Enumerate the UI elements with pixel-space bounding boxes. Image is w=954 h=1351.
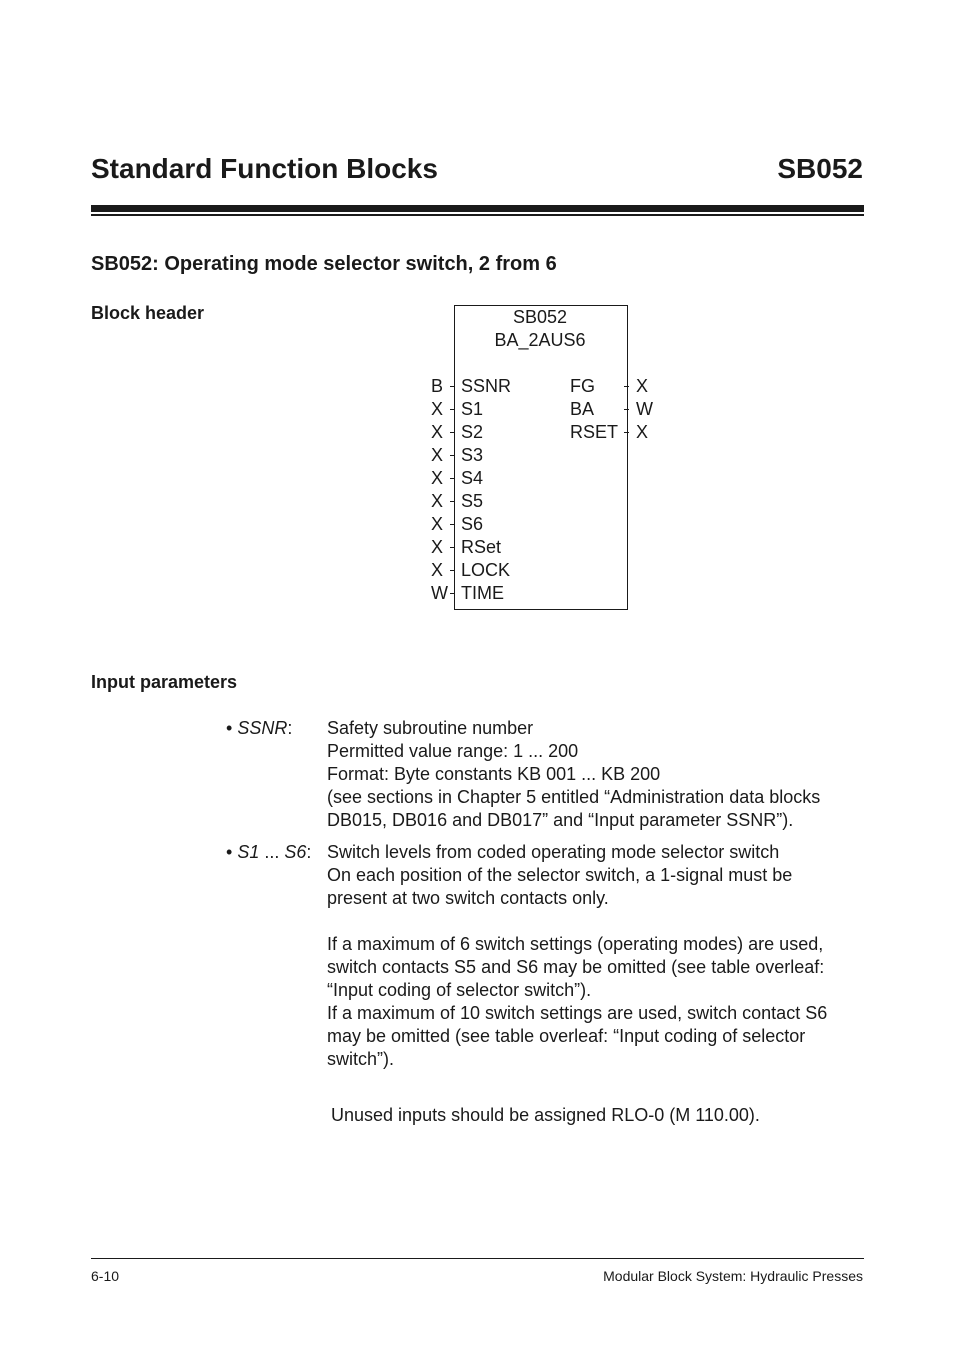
bullet: • (226, 842, 233, 862)
param-item-ssnr (226, 717, 292, 740)
output-pin (624, 432, 629, 433)
block-header-label: Block header (91, 303, 205, 323)
description-line: Safety subroutine number (327, 718, 534, 738)
param-description-cont (327, 933, 827, 1071)
output-type: W (636, 399, 653, 419)
description-line: “Input coding of selector switch”). (327, 980, 592, 1000)
input-type: X (431, 399, 444, 419)
bullet: • (226, 718, 233, 738)
input-pin (450, 478, 455, 479)
input-pin (450, 547, 455, 548)
output-name: FG (570, 376, 595, 396)
output-type: X (636, 376, 649, 396)
input-name: TIME (461, 583, 504, 603)
input-name: S2 (461, 422, 484, 442)
input-pin (450, 386, 455, 387)
description-line: switch contacts S5 and S6 may be omitted (see table overleaf: (327, 957, 825, 977)
param-term: SSNR (237, 718, 288, 738)
output-pin (624, 409, 629, 410)
block-code: SB052 (777, 153, 863, 184)
description-line: present at two switch contacts only. (327, 888, 609, 908)
output-pin (624, 386, 629, 387)
description-line: (see sections in Chapter 5 entitled “Administration data blocks (327, 787, 821, 807)
input-type: X (431, 445, 444, 465)
description-line: If a maximum of 10 switch settings are used, switch contact S6 (327, 1003, 828, 1023)
input-type: X (431, 491, 444, 511)
description-line: If a maximum of 6 switch settings (operating modes) are used, (327, 934, 824, 954)
block-type: BA_2AUS6 (494, 330, 586, 350)
description-line: Switch levels from coded operating mode selector switch (327, 842, 780, 862)
input-type: B (431, 376, 444, 396)
input-type: X (431, 514, 444, 534)
input-name: S5 (461, 491, 484, 511)
document-title: Modular Block System: Hydraulic Presses (603, 1268, 863, 1284)
section-title: SB052: Operating mode selector switch, 2 from 6 (91, 253, 557, 275)
input-type: X (431, 537, 444, 557)
description-line: Format: Byte constants KB 001 ... KB 200 (327, 764, 661, 784)
page-number: 6-10 (91, 1268, 120, 1284)
input-pin (450, 432, 455, 433)
input-parameters-label: Input parameters (91, 672, 238, 692)
input-pin (450, 593, 455, 594)
description-line: switch”). (327, 1049, 394, 1069)
input-type: W (431, 583, 448, 603)
input-name: RSet (461, 537, 502, 557)
description-line: may be omitted (see table overleaf: “Input coding of selector (327, 1026, 806, 1046)
header-rule (91, 205, 864, 212)
param-term-sep: ... (259, 842, 285, 862)
description-line: Permitted value range: 1 ... 200 (327, 741, 579, 761)
description-line: On each position of the selector switch, a 1-signal must be (327, 865, 793, 885)
input-type: X (431, 422, 444, 442)
input-pin (450, 570, 455, 571)
param-term: S6 (284, 842, 307, 862)
input-name: S4 (461, 468, 484, 488)
input-pin (450, 455, 455, 456)
input-name: S1 (461, 399, 484, 419)
description-line: DB015, DB016 and DB017” and “Input parameter SSNR”). (327, 810, 794, 830)
param-description (327, 717, 820, 832)
input-pin (450, 501, 455, 502)
input-name: S3 (461, 445, 484, 465)
output-name: RSET (570, 422, 619, 442)
input-pin (450, 409, 455, 410)
output-type: X (636, 422, 649, 442)
input-name: S6 (461, 514, 484, 534)
output-name: BA (570, 399, 595, 419)
input-pin (450, 524, 455, 525)
input-type: X (431, 560, 444, 580)
param-term: S1 (237, 842, 260, 862)
input-name: LOCK (461, 560, 511, 580)
param-colon: : (306, 842, 312, 862)
input-type: X (431, 468, 444, 488)
param-description (327, 841, 792, 910)
param-colon: : (287, 718, 293, 738)
header-rule-thin (91, 214, 864, 216)
input-name: SSNR (461, 376, 512, 396)
block-name: SB052 (512, 307, 568, 327)
footer-rule (91, 1258, 864, 1259)
param-item-s1-s6 (226, 841, 311, 864)
unused-inputs-note: Unused inputs should be assigned RLO-0 (M 110.00). (331, 1105, 760, 1125)
page-title: Standard Function Blocks (91, 153, 438, 184)
